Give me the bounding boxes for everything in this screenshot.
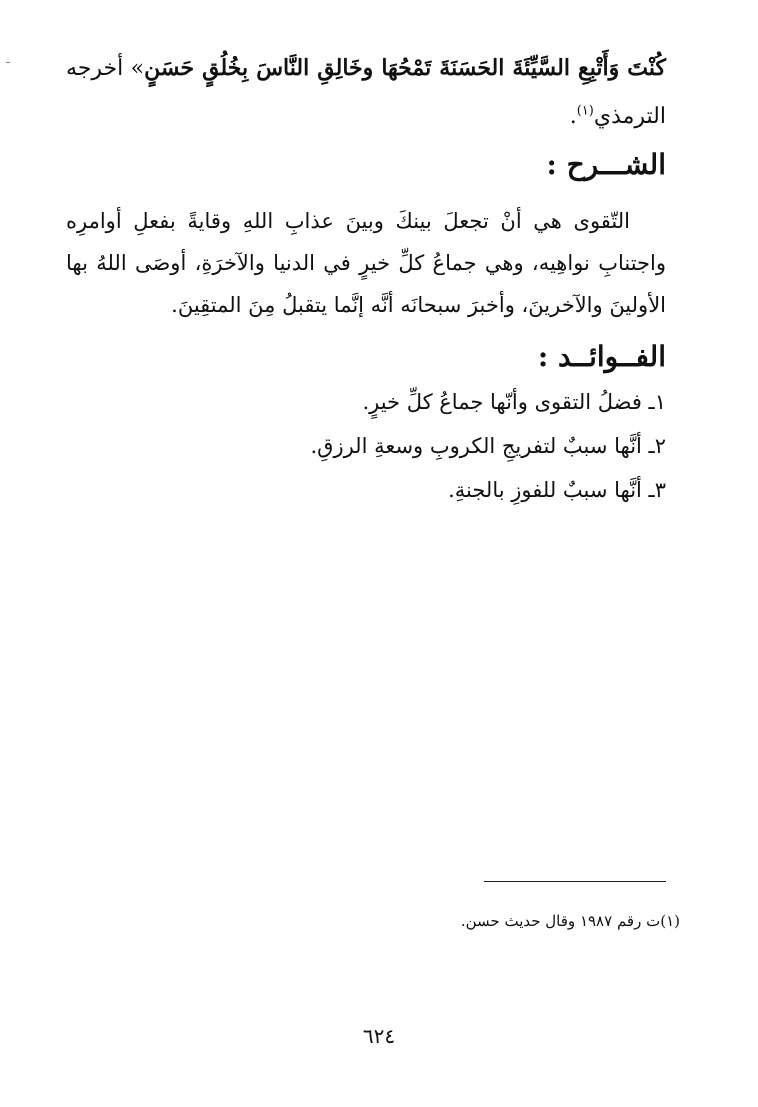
benefit-item: ٣ـ أنَّها سببٌ للفوزِ بالجنةِ. [448, 478, 666, 502]
fawaid-heading: الفــوائــد : [537, 340, 666, 373]
sharh-heading: الشـــرح : [546, 148, 666, 181]
page-number: ٦٢٤ [362, 1024, 396, 1048]
benefit-item: ٢ـ أنَّها سببٌ لتفريجِ الكروبِ وسعةِ الرزقِ. [310, 434, 666, 458]
footnote-reference[interactable]: (١) [576, 103, 594, 119]
benefit-item: ١ـ فضلُ التقوى وأنّها جماعُ كلِّ خيرٍ. [362, 390, 666, 414]
hadith-quote: كُنْتَ وَأَتْبِعِ السَّيِّئَةَ الحَسَنَةَ تَمْحُهَا وخَالِقِ النَّاسَ بِخُلُقٍ حَسَنٍ [144, 55, 667, 81]
hadith-text [66, 44, 666, 141]
footnote-divider [484, 881, 666, 882]
sharh-paragraph: التّقوى هي أنْ تجعلَ بينكَ وبينَ عذابِ اللهِ وقايةً بفعلِ أوامرِه واجتنابِ نواهِيه، وهي جماعُ كلِّ خيرٍ في الدنيا والآخرَةِ، أوصَى اللهُ بها الأولينَ والآخرينَ، وأخبرَ سبحانَه أنَّه إنَّما يتقبلُ مِنَ المتقِينَ. [66, 209, 666, 317]
benefits-list [66, 380, 666, 512]
footnote: (١)ت رقم ١٩٨٧ وقال حديث حسن. [460, 912, 680, 930]
hadith-end: . [569, 104, 577, 129]
hadith-source: » أخرجه الترمذي [66, 56, 666, 129]
scan-edge-mark [6, 62, 10, 63]
